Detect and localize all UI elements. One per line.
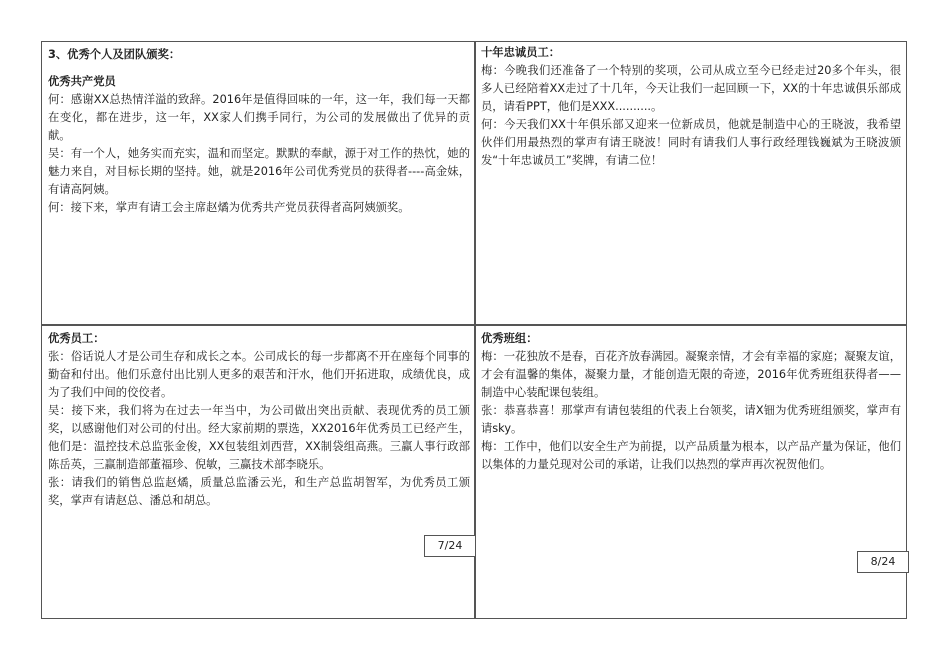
paragraph: 梅：工作中，他们以安全生产为前提，以产品质量为根本，以产品产量为保证，他们以集体的力量兑现对公司的承诺，让我们以热烈的掌声再次祝贺他们。 <box>481 440 901 471</box>
cell-bottom-left <box>48 330 470 510</box>
paragraph: 梅：一花独放不是春，百花齐放春满园。凝聚亲情，才会有幸福的家庭；凝聚友谊，才会有温馨的集体，凝聚力量，才能创造无限的奇迹，2016年优秀班组获得者——制造中心装配课包装组。 <box>481 350 901 399</box>
cell-top-left <box>48 46 470 217</box>
section-title: 3、优秀个人及团队颁奖： <box>48 48 181 61</box>
vertical-divider <box>474 41 476 619</box>
paragraph: 吴：有一个人，她务实而充实，温和而坚定。默默的奉献，源于对工作的热忱，她的魅力来自，对目标长期的坚持。她，就是2016年公司优秀党员的获得者----高金妹，有请高阿姨。 <box>48 147 470 196</box>
horizontal-divider <box>41 324 907 326</box>
cell-top-right <box>481 44 901 170</box>
paragraph: 梅：今晚我们还准备了一个特别的奖项，公司从成立至今已经走过20多个年头，很多人已经陪着XX走过了十几年，今天让我们一起回顾一下，XX的十年忠诚俱乐部成员，请看PPT，他们是XXX..........。 <box>481 64 901 113</box>
paragraph: 张：恭喜恭喜！那掌声有请包装组的代表上台领奖，请X钿为优秀班组颁奖，掌声有请sky。 <box>481 404 901 435</box>
paragraph: 吴：接下来，我们将为在过去一年当中，为公司做出突出贡献、表现优秀的员工颁奖，以感谢他们对公司的付出。经大家前期的票选，XX2016年优秀员工已经产生，他们是：温控技术总监张金俊，XX包装组刘西营，XX制袋组高燕。三赢人事行政部陈岳英，三赢制造部董福珍、倪敏，三赢技术部李晓乐。 <box>48 404 470 471</box>
heading-ten-year-employee: 十年忠诚员工： <box>481 46 561 59</box>
heading-party-member: 优秀共产党员 <box>48 75 116 88</box>
paragraph: 何：感谢XX总热情洋溢的致辞。2016年是值得回味的一年，这一年，我们每一天都在变化，都在进步，这一年，XX家人们携手同行，为公司的发展做出了优异的贡献。 <box>48 93 470 142</box>
heading-excellent-team: 优秀班组： <box>481 332 538 345</box>
heading-excellent-employee: 优秀员工： <box>48 332 105 345</box>
page-number: 8/24 <box>857 551 909 573</box>
paragraph: 张：请我们的销售总监赵燏，质量总监潘云光，和生产总监胡智军，为优秀员工颁奖，掌声有请赵总、潘总和胡总。 <box>48 476 470 507</box>
paragraph: 何：今天我们XX十年俱乐部又迎来一位新成员，他就是制造中心的王晓波，我希望伙伴们用最热烈的掌声有请王晓波！同时有请我们人事行政经理钱巍斌为王晓波颁发“十年忠诚员工”奖牌，有请二位！ <box>481 118 901 167</box>
cell-bottom-right <box>481 330 901 474</box>
paragraph: 何：接下来，掌声有请工会主席赵燏为优秀共产党员获得者高阿姨颁奖。 <box>48 201 410 214</box>
page-number: 7/24 <box>424 535 476 557</box>
paragraph: 张：俗话说人才是公司生存和成长之本。公司成长的每一步都离不开在座每个同事的勤奋和付出。他们乐意付出比别人更多的艰苦和汗水，他们开拓进取，成绩优良，成为了我们中间的佼佼者。 <box>48 350 470 399</box>
